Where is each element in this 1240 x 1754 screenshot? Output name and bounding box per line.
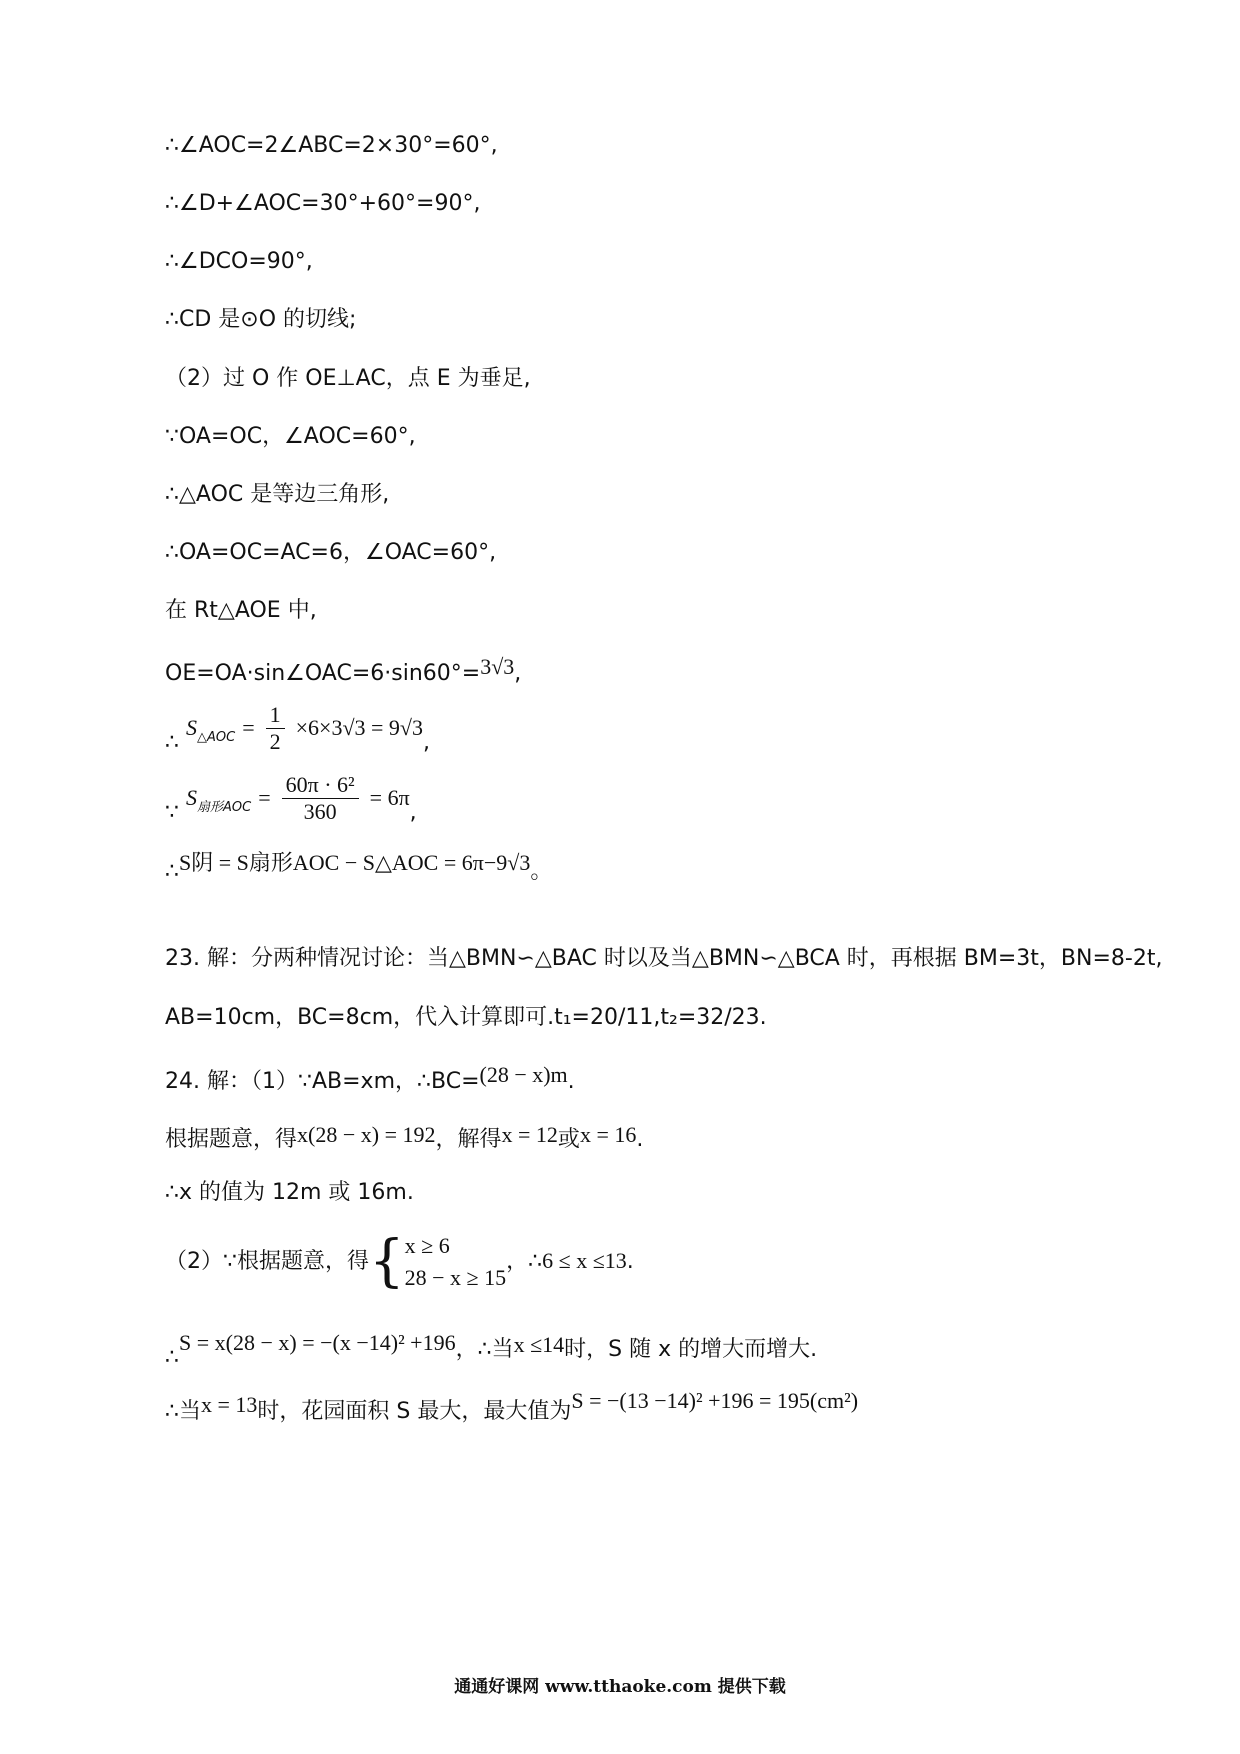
sector-sub: 扇形AOC (197, 799, 252, 815)
footer-source: 通通好课网 www.tthaoke.com 提供下载 (454, 1677, 786, 1697)
line-equilateral: ∴△AOC 是等边三角形, (165, 482, 390, 507)
p24f-cond: x = 13 (201, 1392, 258, 1417)
problem-24-line3: ∴x 的值为 12m 或 16m. (165, 1180, 414, 1205)
ineq-1: x ≥ 6 (404, 1233, 450, 1258)
left-brace: { (369, 1228, 405, 1294)
sector-rhs: = 6π (369, 784, 410, 810)
p24f-val: S = −(13 −14)² +196 = 195(cm²) (571, 1388, 859, 1413)
line-tangent: ∴CD 是⊙O 的切线; (165, 307, 357, 332)
p24b-pre: 根据题意，得 (165, 1127, 298, 1152)
problem-24-line2 (165, 1122, 643, 1153)
area-sub: △AOC (197, 729, 236, 745)
p24d-pre: （2）∵根据题意，得 (165, 1248, 369, 1274)
problem-24-line4 (165, 1230, 634, 1294)
oe-value: 3√3 (480, 654, 515, 679)
line-area-sector: ∵ $S_{扇形AOC}$ = $\frac{\text{60π · 6²}}{360}$ = 6π, (165, 772, 417, 825)
line-oa-oc-ac: ∴OA=OC=AC=6，∠OAC=60°, (165, 540, 497, 565)
equals-sign: = (242, 714, 255, 740)
problem-24-line1 (165, 1062, 575, 1095)
p24a-pre: 24. 解：（1）∵AB=xm，∴BC= (165, 1069, 480, 1094)
line-aoc: ∴∠AOC=2∠ABC=2×30°=60°, (165, 133, 498, 158)
p24e-eq: S = x(28 − x) = −(x −14)² +196 (179, 1330, 456, 1355)
p24a-end: . (567, 1069, 575, 1094)
p24d-mid: ，∴ (506, 1248, 543, 1274)
p24a-val: (28 − x)m (479, 1062, 568, 1087)
p24e-pre: ∴ (165, 1345, 179, 1370)
period: 。 (530, 859, 553, 884)
line-oe: OE=OA·sin∠OAC=6·sin60°=3√3, (165, 654, 522, 686)
sector-symbol: S (186, 784, 197, 810)
p24b-mid: ，解得 (435, 1127, 502, 1152)
line-area-triangle: ∴ $S_{\triangle AOC}$ = $\frac{1}{2}$ ×6×3√3 = 9√3, (165, 702, 430, 755)
p24f-pre: ∴当 (165, 1399, 201, 1424)
p24b-end: . (636, 1127, 644, 1152)
p24e-mid: ，∴当 (455, 1337, 514, 1362)
line-d-aoc: ∴∠D+∠AOC=30°+60°=90°, (165, 191, 481, 216)
p24e-end: 时，S 随 x 的增大而增大. (564, 1337, 818, 1362)
p24b-x1: x = 12 (501, 1122, 558, 1147)
problem-23-line1: 23. 解：分两种情况讨论：当△BMN∽△BAC 时以及当△BMN∽△BCA 时，再根据 BM=3t，BN=8-2t, (165, 946, 1163, 971)
line-rt-aoe: 在 Rt△AOE 中, (165, 598, 317, 623)
line-oa-oc: ∵OA=OC，∠AOC=60°, (165, 424, 416, 449)
p24f-mid: 时，花园面积 S 最大，最大值为 (257, 1399, 572, 1424)
sector-num: 60π · 6² (282, 772, 359, 799)
p24e-cond: x ≤14 (513, 1332, 565, 1357)
p24b-eq: x(28 − x) = 192 (297, 1122, 436, 1147)
line-dco: ∴∠DCO=90°, (165, 249, 313, 274)
problem-23-line2: AB=10cm，BC=8cm，代入计算即可.t₁=20/11,t₂=32/23. (165, 1005, 767, 1030)
fraction-sector (282, 772, 359, 826)
ineq-2: 28 − x ≥ 15 (404, 1264, 507, 1290)
p24d-res: 6 ≤ x ≤13 (542, 1247, 627, 1273)
fraction-half (266, 702, 285, 756)
frac-num: 1 (266, 702, 285, 729)
frac-den: 2 (269, 729, 281, 755)
sector-den: 360 (303, 799, 337, 825)
problem-24-line5 (165, 1330, 817, 1371)
area-rhs: ×6×3√3 = 9√3 (295, 714, 423, 740)
inequality-system (405, 1230, 506, 1294)
oe-prefix: OE=OA·sin∠OAC=6·sin60°= (165, 661, 481, 686)
line-part2: （2）过 O 作 OE⊥AC，点 E 为垂足, (165, 366, 531, 391)
p24b-or: 或 (557, 1127, 580, 1152)
p24d-end: . (626, 1248, 634, 1274)
p24b-x2: x = 16 (579, 1122, 637, 1147)
line-shaded-area: ∴S阴 = S扇形AOC − S△AOC = 6π−9√3。 (165, 850, 553, 884)
area-symbol: S (186, 714, 197, 740)
problem-24-line6 (165, 1388, 858, 1425)
shaded-eq: S阴 = S扇形AOC − S△AOC = 6π−9√3 (179, 850, 531, 875)
